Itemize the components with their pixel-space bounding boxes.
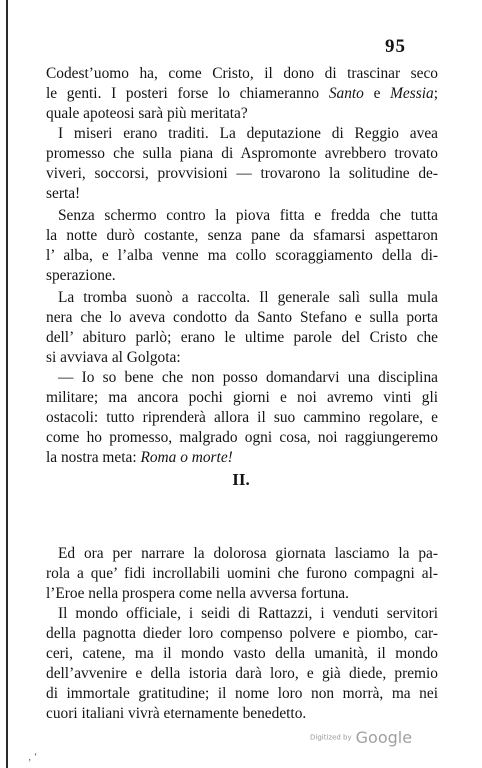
text-line xyxy=(46,144,438,164)
italic-text: Messia xyxy=(390,85,434,102)
text-line xyxy=(46,408,438,428)
text-line xyxy=(46,84,438,104)
text-segment: viveri, soccorsi, provvisioni — trovarono la solitudine de- xyxy=(46,165,438,182)
text-segment: quale apoteosi sarà più meritata? xyxy=(46,105,248,122)
text-line xyxy=(46,368,438,388)
page-number: 95 xyxy=(385,36,406,57)
text-line xyxy=(46,64,438,84)
text-line xyxy=(46,184,438,204)
text-line xyxy=(46,584,438,604)
text-segment: serta! xyxy=(46,185,81,202)
text-line xyxy=(46,604,438,624)
text-line xyxy=(46,206,438,226)
text-segment: Codest’uomo ha, come Cristo, il dono di trascinar seco xyxy=(46,65,438,82)
text-segment: la nostra meta: xyxy=(46,449,141,466)
text-segment: dell’ abituro parlò; erano le ultime parole del Cristo che xyxy=(46,329,438,346)
text-segment: la notte durò costante, senza pane da sfamarsi aspettaron xyxy=(46,227,438,244)
watermark-prefix: Digitized by xyxy=(310,733,352,742)
italic-text: Roma o morte! xyxy=(140,449,233,466)
text-segment: l’Eroe nella prospera come nella avversa fortuna. xyxy=(46,585,349,602)
text-line xyxy=(46,246,438,266)
text-segment: come ho promesso, malgrado ogni cosa, noi raggiungeremo xyxy=(46,429,438,446)
text-line xyxy=(46,704,438,724)
text-segment: cuori italiani vivrà eternamente benedetto. xyxy=(46,705,307,722)
text-segment: e xyxy=(363,85,391,102)
text-segment: I miseri erano traditi. La deputazione di Reggio avea xyxy=(58,125,438,142)
text-segment: ceri, catene, ma il mondo vasto della umanità, il mondo xyxy=(46,645,438,662)
text-segment: nera che lo aveva condotto da Santo Stefano e sulla porta xyxy=(46,309,438,326)
text-line xyxy=(46,664,438,684)
text-line xyxy=(46,308,438,328)
text-line xyxy=(46,428,438,448)
text-segment: della pagnotta dieder loro compenso polvere e piombo, car- xyxy=(46,625,438,642)
text-segment: militare; ma ancora pochi giorni e noi avremo vinti gli xyxy=(46,389,438,406)
text-line xyxy=(46,644,438,664)
text-segment: le genti. I posteri forse lo chiameranno xyxy=(46,85,329,102)
text-line xyxy=(46,328,438,348)
text-segment: Il mondo officiale, i seidi di Rattazzi, i venduti servitori xyxy=(58,605,438,622)
text-line xyxy=(46,564,438,584)
text-segment: ; xyxy=(433,85,438,102)
page-edge-rule xyxy=(6,0,8,768)
text-line xyxy=(46,388,438,408)
text-segment: dell’avvenire e della istoria darà loro, e già diede, premio xyxy=(46,665,438,682)
text-segment: l’ alba, e l’alba venne ma collo scoraggiamento della di- xyxy=(46,247,438,264)
italic-text: Santo xyxy=(328,85,364,102)
text-segment: sperazione. xyxy=(46,267,116,284)
section-heading: II. xyxy=(232,470,250,489)
google-logo: Google xyxy=(355,728,413,747)
text-segment: ostacoli: tutto riprenderà allora il suo cammino regolare, e xyxy=(46,409,438,426)
text-line xyxy=(46,288,438,308)
text-segment: di immortale gratitudine; il nome loro non morrà, ma nei xyxy=(46,685,438,702)
text-line xyxy=(46,348,438,368)
text-line xyxy=(46,544,438,564)
margin-ink-mark: ‚ ‘ xyxy=(28,752,38,763)
text-line xyxy=(46,624,438,644)
text-segment: rola a que’ fidi incrollabili uomini che furono compagni al- xyxy=(46,565,438,582)
text-segment: — Io so bene che non posso domandarvi una disciplina xyxy=(58,369,438,386)
text-segment: Senza schermo contro la piova fitta e fredda che tutta xyxy=(58,207,438,224)
text-line xyxy=(46,266,438,286)
digitized-by-google-watermark xyxy=(310,728,412,747)
text-line xyxy=(46,104,438,124)
text-line xyxy=(46,448,438,468)
text-segment: Ed ora per narrare la dolorosa giornata lasciamo la pa- xyxy=(58,545,438,562)
text-line xyxy=(46,226,438,246)
text-line xyxy=(46,164,438,184)
text-segment: La tromba suonò a raccolta. Il generale salì sulla mula xyxy=(58,289,438,306)
text-segment: si avviava al Golgota: xyxy=(46,349,181,366)
text-segment: promesso che sulla piana di Aspromonte avrebbero trovato xyxy=(46,145,438,162)
text-line xyxy=(46,124,438,144)
text-line xyxy=(46,684,438,704)
